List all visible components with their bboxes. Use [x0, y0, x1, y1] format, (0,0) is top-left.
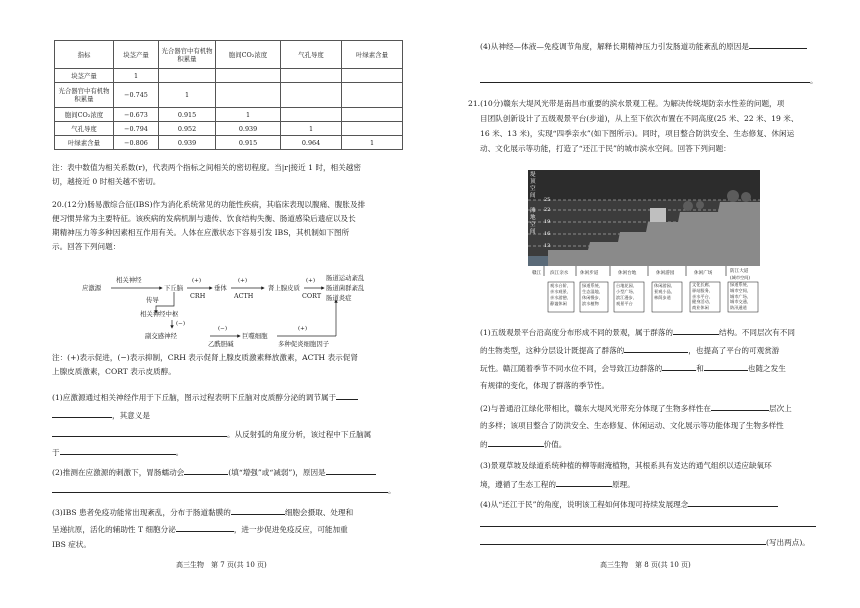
q20-1-text: (1)应激源通过相关神经作用于下丘脑，图示过程表明下丘脑对皮质醇分泌的调节属于: [52, 393, 337, 402]
node-parasym: 副交感神经: [145, 332, 177, 340]
zone-name: 滨江亲水: [550, 271, 569, 276]
zone-desc: 绿道系统、 生态湿地、 休闲慢步、 滨水植物: [582, 283, 603, 306]
table-cell: 1: [114, 69, 159, 83]
q21-intro-line: 动、文化展示等功能，打造了“还江于民”的城市滨水空间。回答下列问题：: [480, 144, 731, 153]
q20-2-line: [52, 466, 376, 478]
q20-3-text: (3)IBS 患者免疫功能常出现紊乱，分布于肠道黏膜的: [52, 508, 231, 517]
sign-plus: (+): [192, 278, 202, 284]
q20-intro-line: 20.(12分)肠易激综合征(IBS)作为消化系统常见的功能性疾病，其临床表现以腹痛、腹胀及排: [52, 200, 366, 209]
node-center: 相关神经中枢: [140, 310, 179, 318]
q21-1-text: 结构。不同层次有不同: [719, 328, 795, 337]
zone-desc: 文化长廊、 驿站服务、 亲水平台、 健身活动、 商业休闲: [692, 282, 713, 311]
answer-blank[interactable]: [488, 438, 544, 447]
answer-blank[interactable]: [336, 391, 358, 400]
label-ach: 乙酰胆碱: [208, 340, 234, 348]
zone-label-mid: 滩地空间: [530, 208, 536, 235]
q21-2-line: [480, 402, 792, 414]
answer-blank[interactable]: [673, 326, 719, 335]
table-cell: 0.964: [281, 136, 342, 150]
answer-blank[interactable]: [184, 466, 228, 475]
table-header-cell: 块茎产量: [114, 41, 159, 69]
zone-name: 赣江: [532, 271, 542, 276]
answer-blank[interactable]: [480, 74, 810, 83]
table-header-cell: 指标: [55, 41, 114, 69]
q21-3-text: 境，遵循了生态工程的: [480, 480, 556, 489]
q20-3-line: [52, 523, 348, 535]
q20-2-line: 。: [52, 484, 396, 496]
zone-desc: 绿道系统、 城市空间、 城市广场、 城市交通、 防汛通道: [730, 282, 751, 311]
riverbank-section-figure: [528, 170, 760, 315]
q21-1-line: [480, 326, 795, 338]
node-macrophage: 巨噬细胞: [242, 332, 268, 340]
q21-1-text: 也随之发生: [747, 364, 786, 373]
table-cell: 0.939: [159, 136, 216, 150]
q20-1-text: ，其意义是: [112, 411, 150, 420]
answer-blank[interactable]: [749, 40, 807, 49]
q20-3-text: 呈递抗原，活化的辅助性 T 细胞分泌: [52, 525, 176, 534]
q21-intro-line: 16 米、13 米)，实现“四季亲水”(如下图所示)。同时，项目整合防洪安全、生态修复、休闲运: [480, 129, 795, 138]
sign-minus: (−): [176, 321, 186, 327]
node-outcome: 肠道炎症: [326, 294, 352, 302]
q21-1-line: [480, 344, 779, 356]
level-label: 19: [544, 219, 551, 225]
q20-1-text: 于: [52, 448, 60, 457]
node-hypothalamus: 下丘脑: [164, 284, 184, 292]
zone-name: 休闲广场: [694, 271, 713, 276]
zone-name: 休闲游园: [656, 271, 675, 276]
q20-2-text: (2)推测在应激源的刺激下，胃肠蠕动会: [52, 468, 185, 477]
answer-blank[interactable]: [704, 362, 748, 371]
label-cytokines: 多种促炎细胞因子: [278, 340, 330, 348]
answer-blank[interactable]: [326, 466, 376, 475]
table-cell: −0.806: [114, 136, 159, 150]
sign-plus: (+): [298, 326, 308, 332]
q20-intro-line: 期精神压力等多种因素相互作用有关。人体在应激状态下容易引发 IBS，其机制如下图所: [52, 228, 350, 237]
q21-1-text: ，也提高了平台的可观赏游: [688, 346, 780, 355]
label-nerve: 相关神经: [116, 276, 142, 284]
q21-4-text: (写出两点)。: [766, 538, 810, 547]
q21-2-text: 层次上: [768, 404, 792, 413]
q21-2-text: 的: [480, 440, 488, 449]
table-cell: −0.745: [114, 83, 159, 108]
answer-blank[interactable]: [662, 362, 696, 371]
q21-3-text: 原理。: [611, 480, 635, 489]
table-cell: −0.794: [114, 122, 159, 136]
table-note-line: 切，越接近 0 时相关越不密切。: [52, 177, 161, 186]
q21-2-line: [480, 438, 566, 450]
table-cell: 1: [159, 83, 216, 108]
table-header-cell: 气孔导度: [281, 41, 342, 69]
table-cell: 0.915: [159, 108, 216, 122]
node-outcome: 肠道运动紊乱: [326, 274, 365, 282]
table-cell: 1: [216, 108, 281, 122]
answer-blank[interactable]: [52, 484, 388, 493]
node-adrenal: 肾上腺皮质: [268, 284, 300, 292]
level-label: 25: [544, 197, 551, 203]
answer-blank[interactable]: [52, 428, 227, 437]
q20-1-text: 。从反射弧的角度分析，该过程中下丘脑属: [227, 430, 372, 439]
q20-4-line: 。: [480, 74, 818, 86]
zone-desc: 观水台阶、 亲水观景、 亲水游憩、 静谧休闲: [550, 283, 571, 306]
label-cort: CORT: [302, 292, 322, 300]
sign-plus: (+): [238, 278, 248, 284]
q21-4-text: (4)从“还江于民”的角度，说明该工程如何体现可持续发展理念: [480, 500, 689, 509]
q21-2-line: 的多样；该项目整合了防洪安全、生态修复、休闲运动、文化展示等功能体现了生物多样性: [480, 421, 784, 430]
page-footer: 高三生物 第 7 页(共 10 页): [176, 561, 267, 569]
zone-desc: 休闲游园、 景观小品、 林荫步道: [654, 283, 675, 300]
table-cell: 0.939: [216, 122, 281, 136]
q20-3-text: 细胞会摄取、处理和: [284, 508, 354, 517]
table-cell: 0.952: [159, 122, 216, 136]
q21-intro-line: 21.(10分)赣东大堤风光带是南昌市重要的滨水景观工程。为解决传统堤防亲水性差的问题，项: [468, 99, 785, 108]
level-label: 16: [544, 231, 551, 237]
label-acth: ACTH: [234, 292, 254, 300]
answer-blank[interactable]: [711, 402, 769, 411]
q21-4-line: [480, 536, 810, 548]
table-cell: 叶绿素含量: [55, 136, 114, 150]
node-outcome: 肠道菌群紊乱: [326, 284, 365, 292]
level-label: 13: [544, 243, 551, 249]
table-cell: 光合器官中有机物积累量: [55, 83, 114, 108]
q20-intro-line: 便习惯异常为主要特征。该疾病的发病机制与遗传、饮食结构失衡、肠道感染后遗症以及长: [52, 214, 356, 223]
q20-2-text: (填“增强”或“减弱”)，原因是: [228, 468, 326, 477]
answer-blank[interactable]: [480, 536, 766, 545]
q21-intro-line: 目团队创新设计了五级观景平台(步道)，从上至下依次布置在不同高度(25 米、22 米、19 米、: [480, 114, 799, 123]
zone-name: 休闲步道: [580, 271, 599, 276]
right-page: [430, 0, 860, 608]
zone-name: 休闲台地: [618, 271, 637, 276]
answer-blank[interactable]: [60, 446, 176, 455]
answer-blank[interactable]: [52, 409, 112, 418]
node-pituitary: 垂体: [214, 284, 227, 292]
sign-minus: (−): [218, 326, 228, 332]
label-transmit: 传导: [146, 296, 159, 304]
answer-blank[interactable]: [688, 498, 778, 507]
q20-intro-line: 示。回答下列问题：: [52, 242, 121, 251]
q20-1-line: [52, 428, 371, 440]
q20-3-text: ，进一步促进免疫反应，可能加重: [233, 525, 348, 534]
q21-1-line: 有规律的变化，体现了群落的季节性。: [480, 381, 610, 390]
q20-4-line: [480, 40, 807, 52]
q21-3-line: [480, 478, 635, 490]
q21-1-text: 玩性。赣江随着季节不同水位不同，会导致江边群落的: [480, 364, 663, 373]
q20-1-line: 于 。: [52, 448, 184, 457]
q21-1-line: [480, 362, 786, 374]
q21-2-text: (2)与普通沿江绿化带相比，赣东大堤风光带充分体现了生物多样性在: [480, 404, 711, 413]
answer-blank[interactable]: [231, 506, 285, 515]
zone-desc: 台地花园、 小型广场、 滨江漫步、 观景平台: [616, 283, 637, 306]
q20-3-line: [52, 506, 353, 518]
table-cell: 1: [342, 136, 403, 150]
table-cell: 气孔导度: [55, 122, 114, 136]
q21-1-text: 的生物类型，这种分层设计既提高了群落的: [480, 346, 625, 355]
q21-1-text: 和: [696, 364, 704, 373]
q20-3-line: IBS 症状。: [52, 540, 91, 549]
q20-1-line: [52, 409, 150, 421]
q21-4-line: [480, 518, 816, 530]
sign-plus: (+): [306, 278, 316, 284]
table-header-cell: 胞间CO₂浓度: [216, 41, 281, 69]
q20-1-line: [52, 391, 358, 403]
diagram-note-line: 注：(+)表示促进，(−)表示抑制，CRH 表示促肾上腺皮质激素释放激素，ACTH 表示促肾: [52, 353, 358, 362]
zone-name: 防江大道: [730, 269, 749, 274]
level-label: 22: [544, 207, 551, 213]
zone-label-top: 堤顶空间: [530, 172, 536, 199]
answer-blank[interactable]: [480, 518, 816, 527]
q21-2-text: 价值。: [543, 440, 567, 449]
answer-blank[interactable]: [176, 523, 234, 532]
table-cell: 1: [281, 122, 342, 136]
zone-name-sub: (城市空间): [730, 275, 751, 280]
page-footer: 高三生物 第 8 页(共 10 页): [600, 561, 691, 569]
q21-4-line: [480, 498, 778, 510]
table-cell: 胞间CO₂浓度: [55, 108, 114, 122]
label-crh: CRH: [190, 292, 206, 300]
table-cell: −0.673: [114, 108, 159, 122]
table-header-cell: 叶绿素含量: [342, 41, 403, 69]
table-note-line: 注：表中数值为相关系数(r)，代表两个指标之间相关的密切程度。当|r|接近 1 时，相关越密: [52, 163, 361, 172]
table-cell: 块茎产量: [55, 69, 114, 83]
diagram-note-line: 上腺皮质激素，CORT 表示皮质醇。: [52, 367, 176, 376]
table-cell: 0.915: [216, 136, 281, 150]
table-header-cell: 光合器官中有机物积累量: [159, 41, 216, 69]
answer-blank[interactable]: [556, 478, 612, 487]
node-stimulus: 应激源: [82, 284, 102, 292]
q20-4-text: (4)从神经—体液—免疫调节角度，解释长期精神压力引发肠道功能紊乱的原因是: [480, 42, 749, 51]
answer-blank[interactable]: [624, 344, 688, 353]
q21-3-line: (3)景观草坡及绿道系统种植的柳等耐淹植物，其根系具有发达的通气组织以适应缺氧环: [480, 461, 772, 470]
q21-1-text: (1)五级观景平台沿高度分布形成不同的景观，属于群落的: [480, 328, 674, 337]
